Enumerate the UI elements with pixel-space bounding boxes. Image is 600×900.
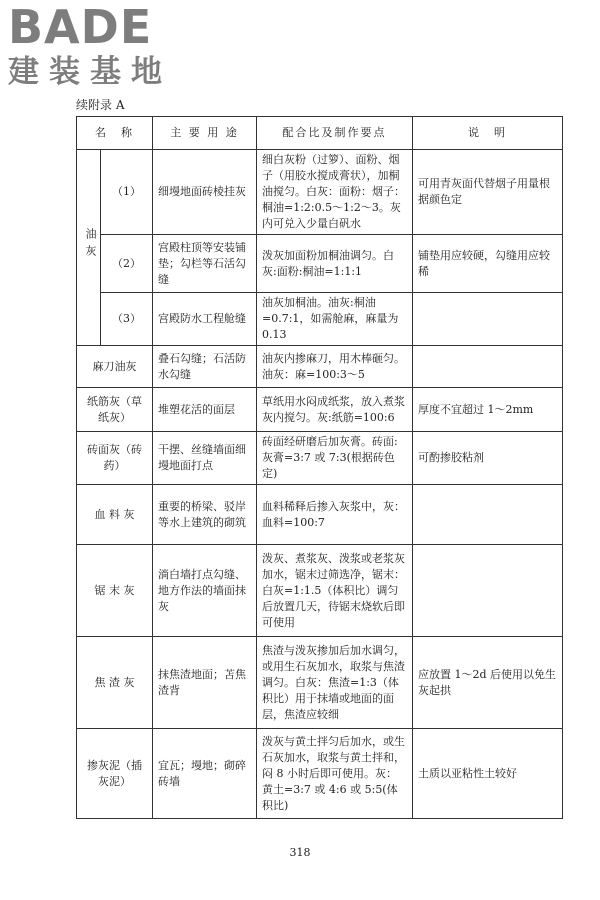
usage-cell: 淌白墙打点勾缝、地方作法的墙面抹灰 xyxy=(153,545,257,637)
table-row xyxy=(77,293,563,346)
note-cell: 可酌掺胶粘剂 xyxy=(413,432,563,485)
note-cell: 可用青灰面代替烟子用量根据颜色定 xyxy=(413,150,563,235)
table-header-row xyxy=(77,117,563,150)
row-index: （2） xyxy=(101,235,153,293)
usage-cell: 宫殿柱顶等安装铺垫；勾栏等石活勾缝 xyxy=(153,235,257,293)
table-row xyxy=(77,432,563,485)
mix-cell: 油灰加桐油。油灰:桐油=0.7:1，如需舱麻，麻量为0.13 xyxy=(257,293,413,346)
table-row xyxy=(77,150,563,235)
mix-cell: 泼灰、煮浆灰、泼浆或老浆灰加水，锯末过筛选净，锯末：白灰=1:1.5（体积比）调匀后放置几天，待锯末烧软后即可使用 xyxy=(257,545,413,637)
name-cell: 血 料 灰 xyxy=(77,485,153,545)
table-row xyxy=(77,346,563,388)
header-mix: 配合比及制作要点 xyxy=(257,117,413,150)
header-note: 说 明 xyxy=(413,117,563,150)
table-row xyxy=(77,388,563,432)
logo-subtitle: 建装基地 xyxy=(8,54,172,90)
note-cell xyxy=(413,545,563,637)
note-cell: 厚度不宜超过 1～2mm xyxy=(413,388,563,432)
usage-cell: 细墁地面砖棱挂灰 xyxy=(153,150,257,235)
mix-cell: 泼灰与黄土拌匀后加水，或生石灰加水，取浆与黄土拌和，闷 8 小时后即可使用。灰：黄土=3:7 或 4:6 或 5:5(体积比) xyxy=(257,729,413,819)
note-cell xyxy=(413,346,563,388)
usage-cell: 叠石勾缝；石活防水勾缝 xyxy=(153,346,257,388)
mix-cell: 焦渣与泼灰掺加后加水调匀，或用生石灰加水，取浆与焦渣调匀。白灰：焦渣=1:3（体积比）用于抹墙或地面的面层，焦渣应较细 xyxy=(257,637,413,729)
page-number: 318 xyxy=(289,846,311,859)
name-cell: 焦 渣 灰 xyxy=(77,637,153,729)
mix-cell: 细白灰粉（过箩）、面粉、烟子（用胶水搅成膏状），加桐油搅匀。白灰：面粉：烟子：桐油=1:2:0.5～1:2～3。灰内可兑入少量白矾水 xyxy=(257,150,413,235)
table-row xyxy=(77,729,563,819)
mix-cell: 血料稀释后掺入灰浆中，灰：血料=100:7 xyxy=(257,485,413,545)
table-row xyxy=(77,485,563,545)
appendix-title: 续附录 A xyxy=(76,98,125,112)
mix-cell: 泼灰加面粉加桐油调匀。白灰:面粉:桐油=1:1:1 xyxy=(257,235,413,293)
name-cell: 纸筋灰（草纸灰） xyxy=(77,388,153,432)
note-cell: 铺垫用应较硬，勾缝用应较稀 xyxy=(413,235,563,293)
table-row xyxy=(77,235,563,293)
note-cell: 应放置 1～2d 后使用以免生灰起拱 xyxy=(413,637,563,729)
usage-cell: 抹焦渣地面；苫焦渣背 xyxy=(153,637,257,729)
mix-cell: 草纸用水闷成纸浆，放入煮浆灰内搅匀。灰:纸筋=100:6 xyxy=(257,388,413,432)
usage-cell: 重要的桥梁、驳岸等水上建筑的砌筑 xyxy=(153,485,257,545)
row-index: （1） xyxy=(101,150,153,235)
header-usage: 主 要 用 途 xyxy=(153,117,257,150)
usage-cell: 干摆、丝缝墙面细墁地面打点 xyxy=(153,432,257,485)
bade-logo xyxy=(8,0,172,92)
name-cell: 掺灰泥（插灰泥） xyxy=(77,729,153,819)
name-cell: 砖面灰（砖药） xyxy=(77,432,153,485)
usage-cell: 堆塑花活的面层 xyxy=(153,388,257,432)
name-cell: 麻刀油灰 xyxy=(77,346,153,388)
table-row xyxy=(77,545,563,637)
name-cell: 锯 末 灰 xyxy=(77,545,153,637)
note-cell: 土质以亚粘性土较好 xyxy=(413,729,563,819)
table-row xyxy=(77,637,563,729)
materials-table xyxy=(76,116,563,819)
row-index: （3） xyxy=(101,293,153,346)
mix-cell: 砖面经研磨后加灰膏。砖面:灰膏=3:7 或 7:3(根据砖色定) xyxy=(257,432,413,485)
note-cell xyxy=(413,293,563,346)
usage-cell: 宫殿防水工程舱缝 xyxy=(153,293,257,346)
header-name: 名 称 xyxy=(77,117,153,150)
usage-cell: 宜瓦；墁地；砌碎砖墙 xyxy=(153,729,257,819)
logo-text: BADE xyxy=(8,0,153,54)
note-cell xyxy=(413,485,563,545)
mix-cell: 油灰内掺麻刀，用木棒砸匀。油灰：麻=100:3～5 xyxy=(257,346,413,388)
group-label-youhui: 油灰 xyxy=(77,150,101,346)
